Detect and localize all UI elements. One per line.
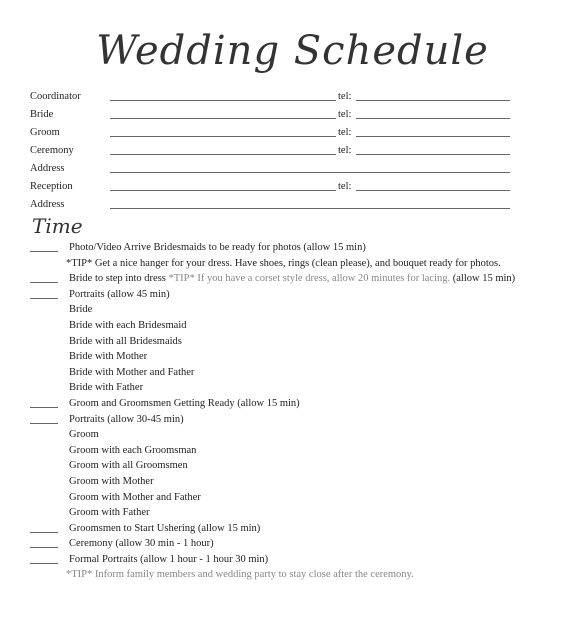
schedule-text — [69, 458, 188, 474]
schedule-main-text: *TIP* Get a nice hanger for your dress. Have shoes, rings (clean please), and bouquet ready for photos. — [66, 257, 501, 269]
schedule-text — [69, 552, 268, 568]
schedule-main-text: Groom with each Groomsman — [69, 444, 197, 456]
tel-field[interactable] — [356, 154, 510, 155]
contact-label: Coordinator — [30, 91, 81, 102]
schedule-main-text: Groom with Mother — [69, 475, 154, 487]
time-blank-field[interactable] — [30, 547, 58, 548]
contact-label: Address — [30, 163, 65, 174]
schedule-tip-text: *TIP* If you have a corset style dress, allow 20 minutes for lacing. — [168, 273, 451, 285]
schedule-main-text: Portraits (allow 45 min) — [69, 288, 170, 300]
schedule-main-text: Ceremony (allow 30 min - 1 hour) — [69, 538, 214, 550]
schedule-text — [69, 427, 99, 443]
tel-label: tel: — [338, 91, 352, 102]
address-field[interactable] — [110, 208, 510, 209]
schedule-item — [30, 567, 570, 583]
schedule-main-text: Portraits (allow 30-45 min) — [69, 413, 184, 425]
schedule-text — [69, 536, 214, 552]
schedule-main-text: Groom with Father — [69, 507, 150, 519]
schedule-main-text: Groom — [69, 429, 99, 441]
schedule-text — [69, 334, 182, 350]
schedule-item — [30, 474, 570, 490]
schedule-text — [69, 365, 194, 381]
contact-name-field[interactable] — [110, 100, 336, 101]
schedule-main-text: Groomsmen to Start Ushering (allow 15 min) — [69, 522, 261, 534]
time-blank-field[interactable] — [30, 251, 58, 252]
contact-list — [30, 88, 530, 214]
schedule-text — [69, 412, 184, 428]
schedule-text — [69, 474, 154, 490]
schedule-item — [30, 334, 570, 350]
schedule-text — [69, 287, 170, 303]
time-blank-field[interactable] — [30, 407, 58, 408]
schedule-text — [69, 490, 201, 506]
contact-label: Ceremony — [30, 145, 74, 156]
schedule-item — [30, 349, 570, 365]
contact-row — [30, 106, 530, 124]
contact-row — [30, 88, 530, 106]
schedule-main-text: Photo/Video Arrive Bridesmaids to be ready for photos (allow 15 min) — [69, 242, 366, 253]
schedule-main-text: Bride to step into dress — [69, 273, 169, 285]
schedule-duration-text: (allow 15 min) — [450, 273, 516, 285]
tel-field[interactable] — [356, 118, 510, 119]
time-blank-field[interactable] — [30, 423, 58, 424]
schedule-item — [30, 521, 570, 537]
schedule-item — [30, 318, 570, 334]
tel-field[interactable] — [356, 136, 510, 137]
schedule-list — [30, 240, 570, 583]
schedule-main-text: Bride with all Bridesmaids — [69, 335, 182, 347]
schedule-main-text: Groom with all Groomsmen — [69, 460, 188, 472]
contact-row — [30, 124, 530, 142]
schedule-text — [69, 443, 196, 459]
schedule-item — [30, 458, 570, 474]
schedule-item — [30, 240, 570, 256]
schedule-text — [69, 396, 300, 412]
tel-label: tel: — [338, 181, 352, 192]
schedule-text — [69, 380, 143, 396]
contact-name-field[interactable] — [110, 118, 336, 119]
address-field[interactable] — [110, 172, 510, 173]
schedule-item — [30, 380, 570, 396]
contact-label: Bride — [30, 109, 54, 120]
time-heading: Time — [32, 214, 83, 238]
schedule-item — [30, 412, 570, 428]
schedule-main-text: Bride with each Bridesmaid — [69, 319, 187, 331]
schedule-text — [69, 349, 147, 365]
schedule-main-text: Bride with Father — [69, 382, 144, 394]
contact-row — [30, 142, 530, 160]
schedule-main-text: Groom and Groomsmen Getting Ready (allow 15 min) — [69, 397, 300, 409]
schedule-main-text: *TIP* Inform family members and wedding party to stay close after the ceremony. — [66, 569, 414, 581]
schedule-item — [30, 443, 570, 459]
contact-name-field[interactable] — [110, 190, 336, 191]
schedule-text — [69, 240, 366, 256]
tel-field[interactable] — [356, 100, 510, 101]
contact-label: Reception — [30, 181, 73, 192]
schedule-text — [66, 567, 414, 583]
contact-name-field[interactable] — [110, 154, 336, 155]
schedule-text — [69, 318, 187, 334]
contact-label: Address — [30, 199, 65, 210]
schedule-item — [30, 256, 570, 272]
schedule-item — [30, 427, 570, 443]
schedule-item — [30, 365, 570, 381]
tel-label: tel: — [338, 127, 352, 138]
contact-row — [30, 196, 530, 214]
schedule-item — [30, 536, 570, 552]
contact-label: Groom — [30, 127, 60, 138]
tel-label: tel: — [338, 145, 352, 156]
page-title: Wedding Schedule — [96, 28, 489, 74]
schedule-item — [30, 552, 570, 568]
schedule-main-text: Formal Portraits (allow 1 hour - 1 hour 30 min) — [69, 553, 269, 565]
schedule-item — [30, 505, 570, 521]
time-blank-field[interactable] — [30, 563, 58, 564]
schedule-text — [69, 505, 150, 521]
time-blank-field[interactable] — [30, 532, 58, 533]
schedule-item — [30, 302, 570, 318]
tel-field[interactable] — [356, 190, 510, 191]
schedule-main-text: Bride — [69, 304, 93, 316]
tel-label: tel: — [338, 109, 352, 120]
schedule-text — [69, 302, 92, 318]
schedule-main-text: Bride with Mother and Father — [69, 366, 195, 378]
time-blank-field[interactable] — [30, 298, 58, 299]
schedule-item — [30, 396, 570, 412]
schedule-item — [30, 287, 570, 303]
schedule-main-text: Bride with Mother — [69, 351, 148, 363]
schedule-text — [66, 256, 501, 272]
schedule-item — [30, 271, 570, 287]
schedule-main-text: Groom with Mother and Father — [69, 491, 201, 503]
schedule-item — [30, 490, 570, 506]
schedule-text — [69, 521, 260, 537]
schedule-text — [69, 271, 515, 287]
contact-row — [30, 178, 530, 196]
contact-row — [30, 160, 530, 178]
contact-name-field[interactable] — [110, 136, 336, 137]
time-blank-field[interactable] — [30, 282, 58, 283]
